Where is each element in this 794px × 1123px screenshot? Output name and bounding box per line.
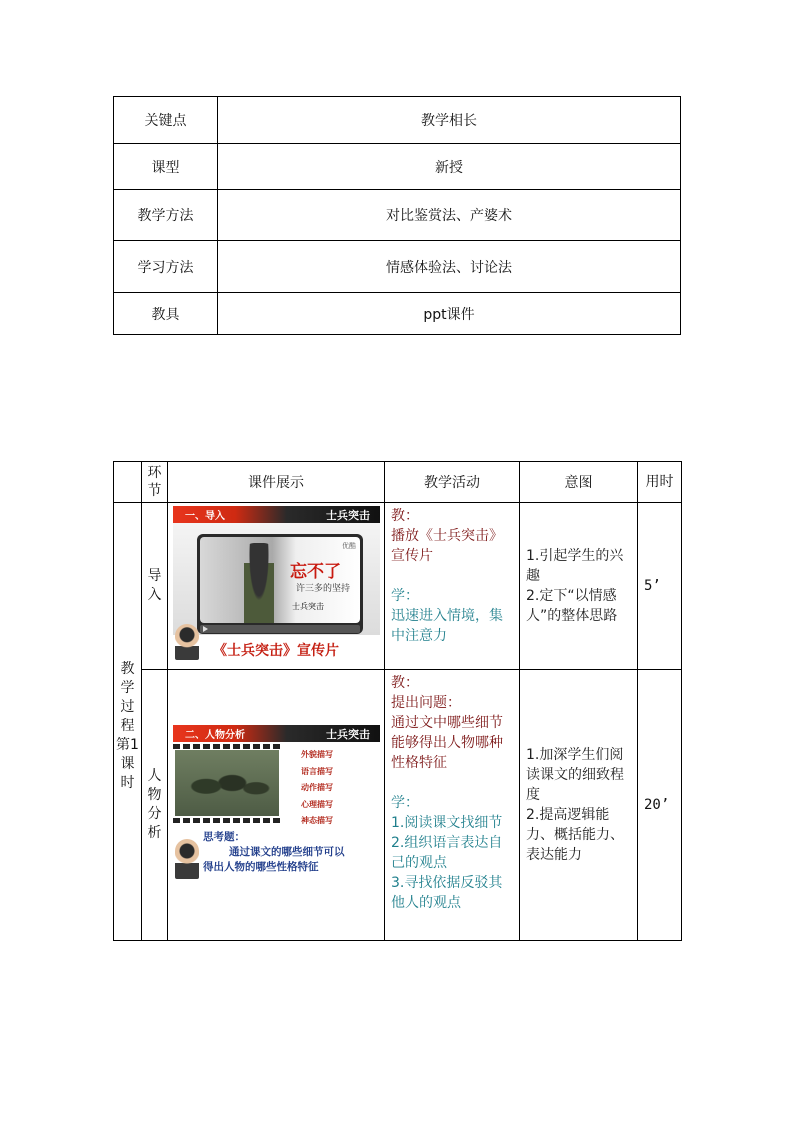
activity-cell: [385, 670, 520, 941]
student-line: 3.寻找依据反驳其他人的观点: [391, 875, 503, 911]
info-row-learning-method: [114, 241, 681, 293]
student-line: 迅速进入情境，集中注意力: [391, 608, 503, 644]
info-row-lesson-type: [114, 144, 681, 190]
section-label: 教学过程第1课时: [114, 503, 142, 941]
menu-item: 神态描写: [301, 816, 333, 825]
info-key: 教学方法: [114, 190, 218, 241]
menu-item: 动作描写: [301, 783, 333, 792]
menu-item: 心理描写: [301, 799, 333, 809]
info-value: 对比鉴赏法、产婆术: [218, 190, 681, 241]
header-stage: 环节: [142, 462, 168, 503]
slide-thumbnail-intro: [173, 506, 380, 663]
header-time: 用时: [638, 462, 682, 503]
stage-label: 导入: [142, 503, 168, 670]
process-row-intro: [114, 503, 682, 670]
video-badge: 优酷: [342, 542, 356, 550]
info-value: ppt课件: [218, 293, 681, 335]
intent-cell: [520, 503, 638, 670]
slide-big-text: 忘不了: [290, 562, 341, 582]
info-row-tools: [114, 293, 681, 335]
info-value: 情感体验法、讨论法: [218, 241, 681, 293]
video-controls-bar[interactable]: [200, 625, 360, 633]
header-activity: 教学活动: [385, 462, 520, 503]
teacher-label: 教：: [391, 508, 419, 524]
header-courseware: 课件展示: [168, 462, 385, 503]
time-cell: 20’: [638, 670, 682, 941]
teacher-avatar: [175, 839, 199, 879]
intent-line: 2.定下“以情感人”的整体思路: [526, 588, 618, 624]
info-table: [113, 96, 681, 335]
teacher-avatar: [175, 624, 199, 660]
info-row-key-point: [114, 97, 681, 144]
info-key: 教具: [114, 293, 218, 335]
slide-brand-logo: 士兵突击: [326, 509, 370, 522]
slide-caption: 《士兵突击》宣传片: [213, 643, 339, 659]
courseware-cell: [168, 670, 385, 941]
teacher-line: 播放《士兵突击》宣传片: [391, 528, 503, 564]
info-key: 学习方法: [114, 241, 218, 293]
question-title: 思考题：: [203, 831, 245, 843]
soldier-photo: [244, 543, 274, 623]
intent-line: 1.引起学生的兴趣: [526, 548, 624, 584]
header-intent: 意图: [520, 462, 638, 503]
menu-item: 语言描写: [301, 766, 333, 776]
question-line: 得出人物的哪些性格特征: [203, 861, 319, 873]
slide-brand-logo: 士兵突击: [326, 728, 370, 741]
slide-section-label: 二、人物分析: [185, 730, 245, 741]
process-row-character-analysis: [114, 670, 682, 941]
intent-line: 2.提高逻辑能力、概括能力、表达能力: [526, 807, 624, 863]
info-key: 关键点: [114, 97, 218, 144]
courseware-cell: [168, 503, 385, 670]
teacher-line: 提出问题：: [391, 695, 461, 711]
play-icon[interactable]: [203, 626, 208, 632]
slide-section-label: 一、导入: [185, 511, 225, 522]
student-label: 学：: [391, 588, 419, 604]
soldiers-photo: [175, 750, 279, 816]
question-line: 通过课文的哪些细节可以: [229, 846, 345, 858]
slide-small-title: 士兵突击: [292, 602, 324, 611]
slide-thumbnail-analysis: [173, 725, 380, 883]
student-line: 2.组织语言表达自己的观点: [391, 835, 503, 871]
teacher-label: 教：: [391, 675, 419, 691]
activity-cell: [385, 503, 520, 670]
process-table: [113, 461, 682, 941]
info-row-teaching-method: [114, 190, 681, 241]
process-header-row: [114, 462, 682, 503]
student-line: 1.阅读课文找细节: [391, 815, 503, 831]
video-player-frame: [197, 534, 363, 634]
info-value: 新授: [218, 144, 681, 190]
student-label: 学：: [391, 795, 419, 811]
teacher-line: 通过文中哪些细节能够得出人物哪种性格特征: [391, 715, 503, 771]
time-cell: 5’: [638, 503, 682, 670]
stage-label: 人物分析: [142, 670, 168, 941]
menu-item: 外貌描写: [301, 750, 333, 759]
description-menu: [301, 747, 333, 830]
intent-line: 1.加深学生们阅读课文的细致程度: [526, 747, 624, 803]
intent-cell: [520, 670, 638, 941]
info-value: 教学相长: [218, 97, 681, 144]
info-key: 课型: [114, 144, 218, 190]
slide-sub-text: 许三多的坚持: [296, 584, 351, 594]
question-box: [203, 829, 345, 874]
